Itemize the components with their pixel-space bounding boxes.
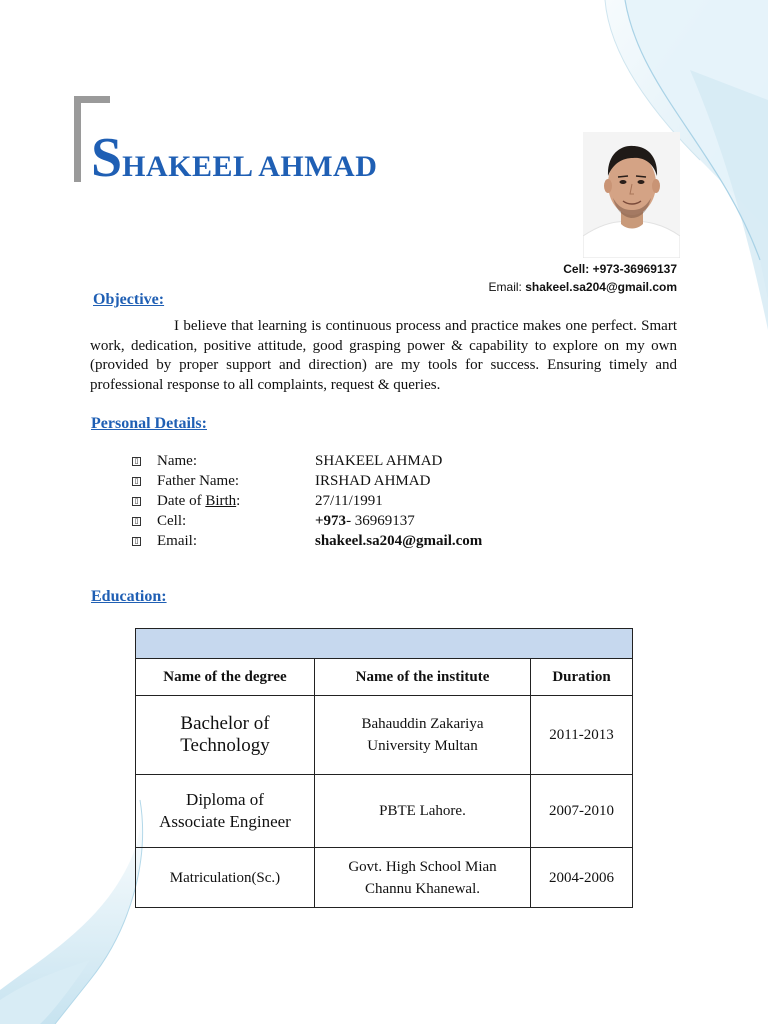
column-header: Duration [531,659,633,696]
institute-cell: Govt. High School Mian Channu Khanewal. [315,848,531,908]
detail-name-row [132,451,482,471]
table-row [136,696,633,775]
degree-cell: Bachelor of Technology [136,696,315,775]
detail-label: Father Name: [157,472,240,489]
detail-father-name-row [132,471,482,491]
bullet-icon: ▯ [132,457,141,466]
personal-details-list [132,451,482,551]
detail-dob-row [132,491,482,511]
education-heading: Education: [91,588,167,605]
detail-value: +973- 36969137 [315,512,415,529]
duration-cell: 2004-2006 [531,848,633,908]
column-header: Name of the degree [136,659,315,696]
detail-email-row [132,531,482,551]
table-row [136,775,633,848]
education-table [135,628,633,908]
contact-email-value[interactable]: shakeel.sa204@gmail.com [525,280,677,294]
bullet-icon: ▯ [132,497,141,506]
detail-label: Cell: [157,512,187,529]
objective-heading: Objective: [93,291,165,308]
degree-cell: Diploma of Associate Engineer [136,775,315,848]
detail-email-value[interactable]: shakeel.sa204@gmail.com [315,532,483,549]
objective-paragraph: I believe that learning is continuous process and practice makes one perfect. Smart work, dedication, positive attitude, good grasping power & capability to explore on my own (provided by proper support and direction) are my tools for success. Ensuring timely and professional response to all complaints, request & queries. [90,318,677,393]
table-header-row [136,659,633,696]
detail-label: Date of Birth: [157,492,241,509]
institute-cell: Bahauddin Zakariya University Multan [315,696,531,775]
detail-value: 27/11/1991 [315,492,383,509]
candidate-name-title: SHAKEEL AHMAD [91,127,378,189]
duration-cell: 2011-2013 [531,696,633,775]
personal-details-heading: Personal Details: [91,415,207,432]
degree-cell: Matriculation(Sc.) [136,848,315,908]
column-header: Name of the institute [315,659,531,696]
table-band-row [136,629,633,659]
bullet-icon: ▯ [132,477,141,486]
detail-value: SHAKEEL AHMAD [315,452,443,469]
profile-photo [583,132,680,258]
detail-cell-row [132,511,482,531]
contact-cell: Cell: +973-36969137 [563,262,677,276]
bullet-icon: ▯ [132,537,141,546]
bullet-icon: ▯ [132,517,141,526]
table-row [136,848,633,908]
duration-cell: 2007-2010 [531,775,633,848]
contact-email: Email: shakeel.sa204@gmail.com [488,280,677,294]
detail-value: IRSHAD AHMAD [315,472,431,489]
detail-label: Name: [157,452,197,469]
detail-label: Email: [157,532,197,549]
institute-cell: PBTE Lahore. [315,775,531,848]
